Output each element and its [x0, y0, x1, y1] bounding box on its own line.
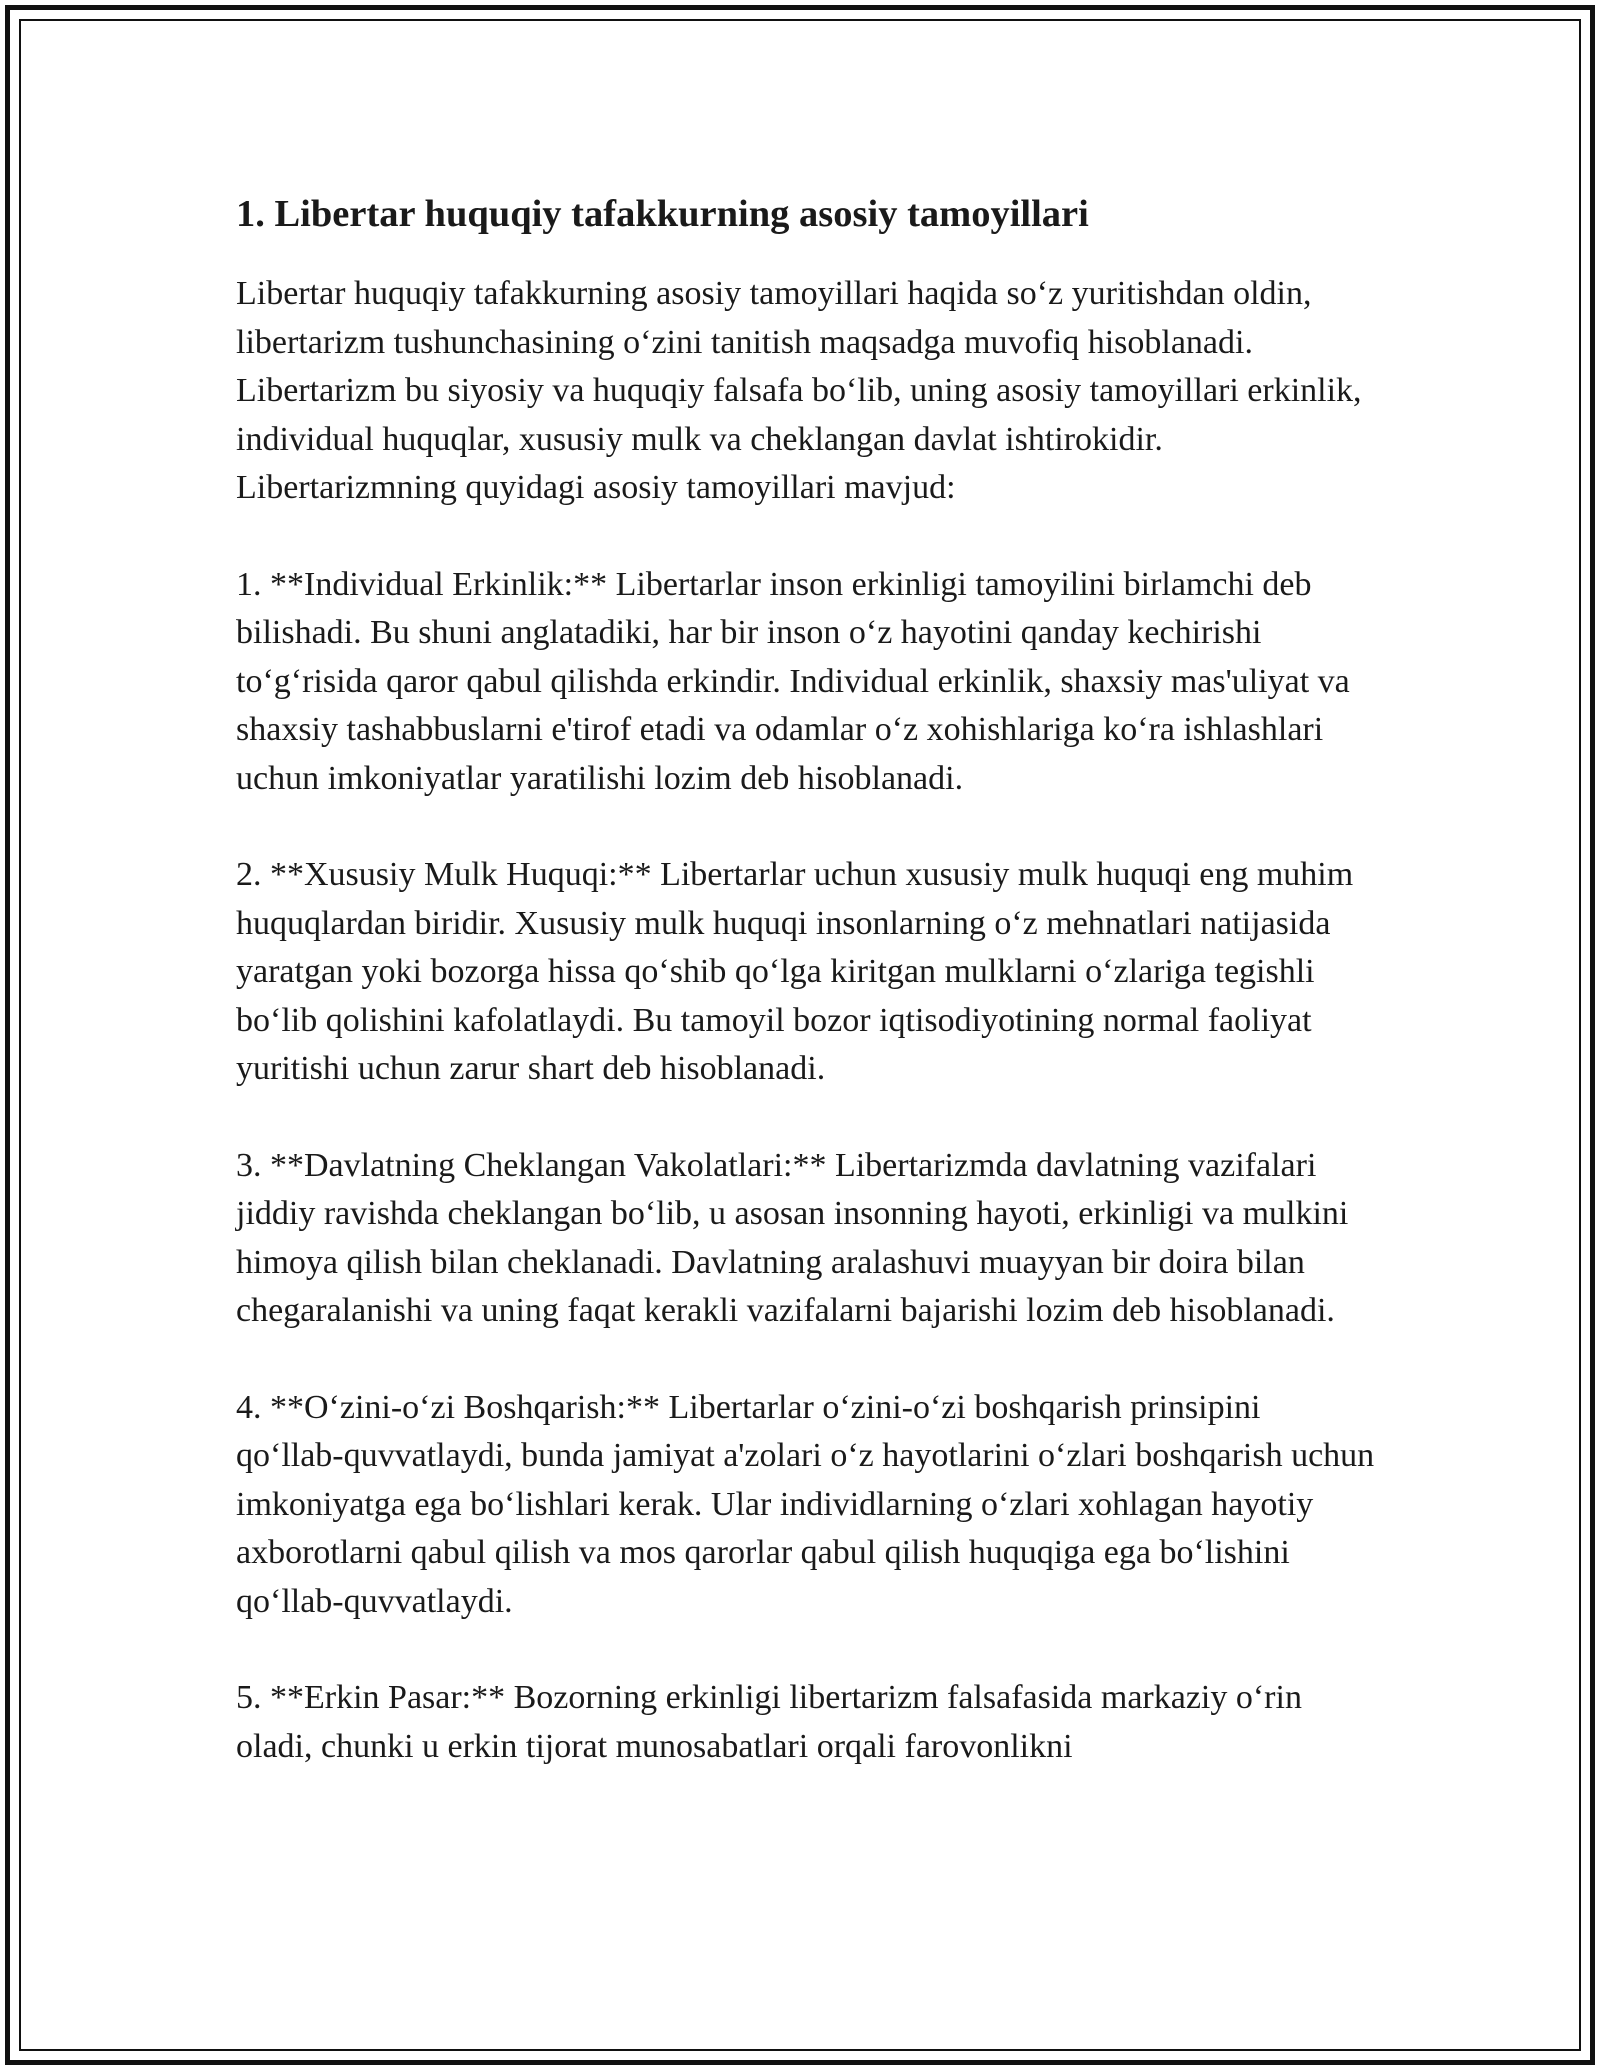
document-body [236, 188, 1376, 1819]
paragraph-free-market: 5. **Erkin Pasar:** Bozorning erkinligi libertarizm falsafasida markaziy o‘rin oladi, chunki u erkin tijorat munosabatlari orqali farovonlikni [236, 1679, 1302, 1765]
paragraph-limited-state: 3. **Davlatning Cheklangan Vakolatlari:** Libertarizmda davlatning vazifalari jiddiy ravishda cheklangan bo‘lib, u asosan insonning hayoti, erkinligi va mulkini himoya qilish bilan cheklanadi. Davlatning aralashuvi muayyan bir doira bilan chegaralanishi va uning faqat kerakli vazifalarni bajarishi lozim deb hisoblanadi. [236, 1146, 1349, 1329]
paragraph-intro: Libertar huquqiy tafakkurning asosiy tamoyillari haqida so‘z yuritishdan oldin, libertarizm tushunchasining o‘zini tanitish maqsadga muvofiq hisoblanadi. Libertarizm bu siyosiy va huquqiy falsafa bo‘lib, uning asosiy tamoyillari erkinlik, individual huquqlar, xususiy mulk va cheklangan davlat ishtirokidir. Libertarizmning quyidagi asosiy tamoyillari mavjud: [236, 275, 1362, 506]
paragraph-self-governance: 4. **O‘zini-o‘zi Boshqarish:** Libertarlar o‘zini-o‘zi boshqarish prinsipini qo‘llab-quvvatlaydi, bunda jamiyat a'zolari o‘z hayotlarini o‘zlari boshqarish uchun imkoniyatga ega bo‘lishlari kerak. Ular individlarning o‘zlari xohlagan hayotiy axborotlarni qabul qilish va mos qarorlar qabul qilish huquqiga ega bo‘lishini qo‘llab-quvvatlaydi. [236, 1388, 1375, 1620]
paragraph-private-property: 2. **Xususiy Mulk Huquqi:** Libertarlar uchun xususiy mulk huquqi eng muhim huquqlardan biridir. Xususiy mulk huquqi insonlarning o‘z mehnatlari natijasida yaratgan yoki bozorga hissa qo‘shib qo‘lga kiritgan mulklarni o‘zlariga tegishli bo‘lib qolishini kafolatlaydi. Bu tamoyil bozor iqtisodiyotining normal faoliyat yuritishi uchun zarur shart deb hisoblanadi. [236, 856, 1354, 1087]
document-title: 1. Libertar huquqiy tafakkurning asosiy tamoyillari [236, 193, 1089, 235]
paragraph-individual-freedom: 1. **Individual Erkinlik:** Libertarlar inson erkinligi tamoyilini birlamchi deb bilishadi. Bu shuni anglatadiki, har bir inson o‘z hayotini qanday kechirishi to‘g‘risida qaror qabul qilishda erkindir. Individual erkinlik, shaxsiy mas'uliyat va shaxsiy tashabbuslarni e'tirof etadi va odamlar o‘z xohishlariga ko‘ra ishlashlari uchun imkoniyatlar yaratilishi lozim deb hisoblanadi. [236, 565, 1350, 797]
